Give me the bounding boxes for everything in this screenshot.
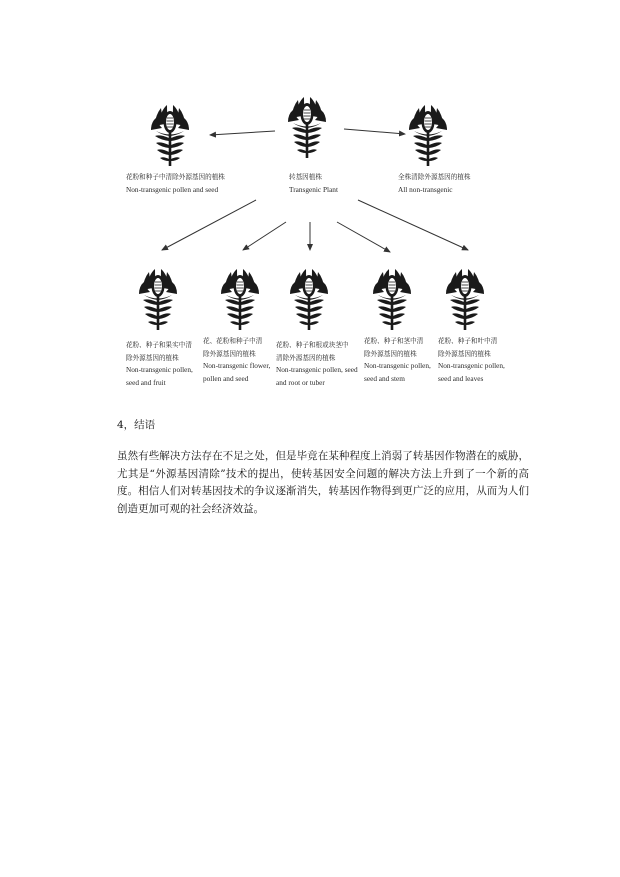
plant-icon-bottom-2 — [221, 269, 259, 330]
arrow-to-bottom-4 — [337, 222, 390, 252]
plant-icon-transgenic — [288, 97, 326, 158]
caption-bottom-3: 花粉、种子和根或块茎中 清除外源基因的植株 Non-transgenic pollen, seed and root or tuber — [276, 341, 358, 387]
caption-bottom-5: 花粉、种子和叶中清 除外源基因的植株 Non-transgenic pollen, seed and leaves — [438, 337, 505, 383]
caption-top-left: 花粉和种子中清除外源基因的植株 Non-transgenic pollen and seed — [126, 173, 225, 194]
caption-bottom-1: 花粉、种子和果实中清 除外源基因的植株 Non-transgenic pollen, seed and fruit — [126, 341, 193, 387]
arrow-to-top-left — [210, 131, 275, 135]
caption-bottom-2: 花、花粉和种子中清 除外源基因的植株 Non-transgenic flower, pollen and seed — [203, 337, 271, 383]
plant-icon-top-right — [409, 105, 447, 166]
plant-icon-bottom-5 — [446, 269, 484, 330]
caption-top-right: 全株清除外源基因的植株 All non-transgenic — [398, 173, 471, 194]
section-heading: 4，结语 — [117, 419, 156, 431]
arrow-to-bottom-5 — [358, 200, 468, 250]
plant-icon-bottom-4 — [373, 269, 411, 330]
arrow-to-bottom-2 — [243, 222, 286, 250]
plant-icon-bottom-1 — [139, 269, 177, 330]
caption-transgenic-plant: 转基因植株 Transgenic Plant — [289, 173, 338, 194]
plant-icon-top-left — [151, 105, 189, 166]
plant-icon-bottom-3 — [290, 269, 328, 330]
arrow-to-top-right — [344, 129, 405, 134]
conclusion-paragraph: 虽然有些解决方法存在不足之处，但是毕竟在某种程度上消弱了转基因作物潜在的威胁，尤其是“外源基因清除”技术的提出，使转基因安全问题的解决方法上升到了一个新的高度。相信人们对转基因技术的争议逐渐消失，转基因作物得到更广泛的应用，从而为人们创造更加可观的社会经济效益。 — [117, 450, 529, 515]
arrow-to-bottom-1 — [162, 200, 256, 250]
caption-bottom-4: 花粉、种子和茎中清 除外源基因的植株 Non-transgenic pollen, seed and stem — [364, 337, 431, 383]
